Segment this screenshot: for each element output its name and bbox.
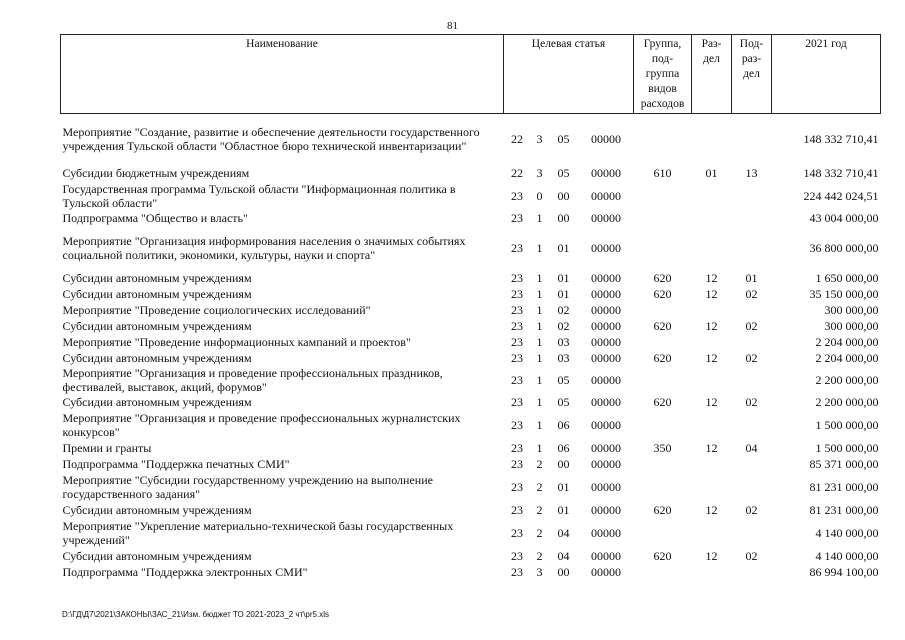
table-cell-direction: 00000 (591, 548, 621, 563)
table-cell-program: 23 (511, 502, 523, 517)
table-cell-program: 23 (511, 479, 523, 494)
table-row (61, 472, 881, 502)
table-cell-expense-group: 620 (653, 350, 672, 365)
table-cell-amount: 300 000,00 (824, 302, 879, 317)
table-cell-name: Мероприятие "Создание, развитие и обеспечение деятельности государственного учреждения Тульской области "Областное бюро технической инвентаризации" (62, 124, 480, 153)
table-cell-expense-group: 610 (653, 165, 672, 180)
table-cell-expense-group (634, 334, 692, 350)
table-cell-direction: 00000 (591, 456, 621, 471)
table-cell-program: 23 (511, 286, 523, 301)
table-cell-amount: 148 332 710,41 (803, 165, 879, 180)
table-cell-program: 23 (511, 270, 523, 285)
table-cell-direction: 00000 (591, 417, 621, 432)
table-cell-direction: 00000 (591, 372, 621, 387)
table-cell-subprogram: 3 (536, 564, 543, 579)
table-cell-program: 22 (511, 131, 523, 146)
table-cell-expense-group: 620 (653, 270, 672, 285)
table-cell-event: 01 (557, 286, 570, 301)
table-cell-event: 00 (557, 210, 570, 225)
table-cell-expense-group (634, 472, 692, 502)
table-cell-name: Субсидии автономным учреждениям (62, 548, 252, 563)
table-cell-subsection (732, 334, 772, 350)
table-cell-section: 12 (705, 548, 718, 563)
table-cell-amount: 300 000,00 (824, 318, 879, 333)
table-cell-program: 23 (511, 417, 523, 432)
table-cell-expense-group: 620 (653, 318, 672, 333)
table-cell-program: 23 (511, 564, 523, 579)
table-cell-expense-group (634, 518, 692, 548)
table-row (61, 394, 881, 410)
table-cell-subprogram: 0 (536, 188, 543, 203)
table-cell-expense-group: 620 (653, 286, 672, 301)
table-cell-subsection: 02 (745, 286, 758, 301)
table-cell-name: Мероприятие "Проведение информационных кампаний и проектов" (62, 334, 411, 349)
table-cell-expense-group (634, 114, 692, 164)
table-body (61, 114, 881, 580)
table-row (61, 164, 881, 182)
header-name: Наименование (61, 35, 504, 114)
table-cell-section (692, 456, 732, 472)
table-cell-amount: 86 994 100,00 (809, 564, 879, 579)
table-cell-direction: 00000 (591, 240, 621, 255)
table-cell-direction: 00000 (591, 188, 621, 203)
table-cell-event: 05 (557, 131, 570, 146)
table-row (61, 226, 881, 270)
table-cell-amount: 85 371 000,00 (809, 456, 879, 471)
table-cell-section: 12 (705, 286, 718, 301)
table-cell-program: 23 (511, 525, 523, 540)
table-cell-amount: 81 231 000,00 (809, 479, 879, 494)
table-cell-subsection: 02 (745, 318, 758, 333)
table-cell-direction: 00000 (591, 286, 621, 301)
table-row (61, 564, 881, 580)
table-cell-name: Мероприятие "Организация и проведение профессиональных праздников, фестивалей, выставок, акций, форумов" (62, 365, 443, 394)
table-cell-expense-group (634, 564, 692, 580)
table-cell-program: 23 (511, 350, 523, 365)
table-cell-expense-group: 350 (653, 440, 672, 455)
table-cell-event: 01 (557, 502, 570, 517)
table-cell-subprogram: 1 (536, 350, 543, 365)
table-cell-subsection (732, 114, 772, 164)
table-cell-name: Субсидии бюджетным учреждениям (62, 165, 250, 180)
table-cell-event: 06 (557, 440, 570, 455)
table-cell-subsection: 02 (745, 350, 758, 365)
page-number: 81 (447, 20, 458, 32)
table-cell-subsection: 04 (745, 440, 758, 455)
table-cell-subprogram: 1 (536, 240, 543, 255)
table-cell-section: 12 (705, 270, 718, 285)
table-cell-program: 23 (511, 302, 523, 317)
table-cell-subprogram: 1 (536, 440, 543, 455)
table-cell-direction: 00000 (591, 210, 621, 225)
table-cell-section (692, 410, 732, 440)
table-row (61, 114, 881, 164)
table-cell-name: Премии и гранты (62, 440, 152, 455)
table-cell-subsection (732, 366, 772, 394)
table-cell-expense-group (634, 302, 692, 318)
table-cell-direction: 00000 (591, 440, 621, 455)
table-cell-event: 00 (557, 564, 570, 579)
table-cell-amount: 2 204 000,00 (815, 334, 879, 349)
table-cell-subprogram: 3 (536, 165, 543, 180)
table-cell-event: 04 (557, 548, 570, 563)
header-year: 2021 год (772, 35, 881, 114)
table-row (61, 410, 881, 440)
table-cell-direction: 00000 (591, 318, 621, 333)
table-cell-subsection (732, 302, 772, 318)
table-cell-program: 23 (511, 548, 523, 563)
table-cell-amount: 4 140 000,00 (815, 548, 879, 563)
table-cell-program: 23 (511, 318, 523, 333)
table-cell-subsection (732, 182, 772, 210)
table-cell-direction: 00000 (591, 131, 621, 146)
table-cell-subsection: 02 (745, 502, 758, 517)
table-cell-event: 05 (557, 394, 570, 409)
table-cell-subprogram: 1 (536, 286, 543, 301)
table-row (61, 210, 881, 226)
table-cell-program: 22 (511, 165, 523, 180)
table-cell-amount: 36 800 000,00 (809, 240, 879, 255)
table-cell-subprogram: 1 (536, 270, 543, 285)
table-cell-subprogram: 1 (536, 334, 543, 349)
table-cell-amount: 2 200 000,00 (815, 394, 879, 409)
table-cell-expense-group (634, 182, 692, 210)
table-row (61, 456, 881, 472)
table-cell-amount: 1 500 000,00 (815, 440, 879, 455)
table-cell-subsection (732, 210, 772, 226)
table-cell-subprogram: 2 (536, 548, 543, 563)
table-row (61, 518, 881, 548)
table-cell-name: Субсидии автономным учреждениям (62, 286, 252, 301)
table-cell-program: 23 (511, 372, 523, 387)
table-cell-event: 00 (557, 188, 570, 203)
table-cell-section (692, 518, 732, 548)
table-cell-expense-group (634, 456, 692, 472)
table-row (61, 502, 881, 518)
table-cell-event: 04 (557, 525, 570, 540)
table-cell-program: 23 (511, 188, 523, 203)
table-cell-expense-group: 620 (653, 502, 672, 517)
table-cell-subsection: 02 (745, 394, 758, 409)
table-cell-subprogram: 2 (536, 479, 543, 494)
table-cell-section: 12 (705, 350, 718, 365)
table-cell-subsection (732, 456, 772, 472)
table-cell-event: 01 (557, 479, 570, 494)
table-cell-name: Государственная программа Тульской области "Информационная политика в Тульской области" (62, 181, 456, 210)
table-cell-subsection (732, 472, 772, 502)
table-cell-event: 05 (557, 165, 570, 180)
table-cell-subprogram: 1 (536, 302, 543, 317)
table-cell-program: 23 (511, 440, 523, 455)
budget-table (60, 34, 881, 580)
table-cell-name: Субсидии автономным учреждениям (62, 350, 252, 365)
table-cell-direction: 00000 (591, 502, 621, 517)
table-cell-subsection (732, 518, 772, 548)
table-cell-event: 01 (557, 240, 570, 255)
table-row (61, 334, 881, 350)
table-cell-event: 00 (557, 456, 570, 471)
table-row (61, 286, 881, 302)
table-cell-subprogram: 2 (536, 502, 543, 517)
table-cell-amount: 224 442 024,51 (803, 188, 879, 203)
header-section: Раз- дел (692, 35, 732, 114)
table-cell-subprogram: 1 (536, 372, 543, 387)
table-cell-subprogram: 1 (536, 318, 543, 333)
header-target-article: Целевая статья (504, 35, 634, 114)
table-cell-section (692, 564, 732, 580)
file-path-footer: D:\ГД\Д7\2021\ЗАКОНЫ\ЗАС_21\Изм. бюджет ТО 2021-2023_2 чт\pr5.xls (62, 610, 329, 619)
table-cell-name: Мероприятие "Укрепление материально-технической базы государственных учреждений" (62, 518, 454, 547)
table-cell-expense-group (634, 210, 692, 226)
table-cell-section: 01 (705, 165, 718, 180)
table-cell-expense-group: 620 (653, 394, 672, 409)
table-cell-amount: 35 150 000,00 (809, 286, 879, 301)
table-cell-subsection (732, 564, 772, 580)
table-cell-expense-group (634, 410, 692, 440)
table-cell-section (692, 472, 732, 502)
table-cell-name: Мероприятие "Субсидии государственному учреждению на выполнение государственного задания" (62, 472, 433, 501)
table-cell-event: 02 (557, 302, 570, 317)
table-cell-expense-group (634, 226, 692, 270)
table-row (61, 270, 881, 286)
table-cell-direction: 00000 (591, 394, 621, 409)
table-cell-section: 12 (705, 318, 718, 333)
table-row (61, 548, 881, 564)
table-cell-amount: 148 332 710,41 (803, 131, 879, 146)
table-cell-section (692, 210, 732, 226)
table-cell-subsection: 01 (745, 270, 758, 285)
table-cell-subprogram: 1 (536, 210, 543, 225)
table-row (61, 366, 881, 394)
table-cell-section (692, 182, 732, 210)
table-cell-amount: 4 140 000,00 (815, 525, 879, 540)
table-row (61, 318, 881, 334)
table-cell-event: 05 (557, 372, 570, 387)
table-cell-event: 03 (557, 350, 570, 365)
table-cell-event: 03 (557, 334, 570, 349)
table-cell-event: 02 (557, 318, 570, 333)
table-cell-program: 23 (511, 240, 523, 255)
header-subsection: Под- раз- дел (732, 35, 772, 114)
table-cell-section (692, 334, 732, 350)
table-row (61, 440, 881, 456)
table-cell-direction: 00000 (591, 479, 621, 494)
table-cell-section: 12 (705, 440, 718, 455)
table-cell-event: 01 (557, 270, 570, 285)
table-row (61, 350, 881, 366)
table-cell-direction: 00000 (591, 350, 621, 365)
table-cell-name: Мероприятие "Организация и проведение профессиональных журналистских конкурсов" (62, 410, 461, 439)
table-cell-amount: 1 650 000,00 (815, 270, 879, 285)
table-cell-name: Субсидии автономным учреждениям (62, 502, 252, 517)
table-cell-program: 23 (511, 456, 523, 471)
table-row (61, 182, 881, 210)
table-cell-name: Подпрограмма "Поддержка электронных СМИ" (62, 564, 308, 579)
table-cell-amount: 2 200 000,00 (815, 372, 879, 387)
table-cell-program: 23 (511, 334, 523, 349)
table-cell-name: Субсидии автономным учреждениям (62, 394, 252, 409)
table-cell-subsection: 13 (745, 165, 758, 180)
table-cell-subprogram: 1 (536, 417, 543, 432)
table-cell-subsection (732, 226, 772, 270)
table-cell-subprogram: 1 (536, 394, 543, 409)
table-cell-amount: 43 004 000,00 (809, 210, 879, 225)
header-expense-group: Группа, под- группа видов расходов (634, 35, 692, 114)
table-cell-expense-group: 620 (653, 548, 672, 563)
table-cell-program: 23 (511, 210, 523, 225)
table-cell-section (692, 302, 732, 318)
table-cell-section (692, 114, 732, 164)
table-cell-direction: 00000 (591, 525, 621, 540)
table-cell-name: Подпрограмма "Поддержка печатных СМИ" (62, 456, 290, 471)
table-cell-direction: 00000 (591, 334, 621, 349)
table-cell-amount: 1 500 000,00 (815, 417, 879, 432)
table-cell-event: 06 (557, 417, 570, 432)
table-cell-direction: 00000 (591, 302, 621, 317)
table-cell-subprogram: 2 (536, 456, 543, 471)
table-cell-direction: 00000 (591, 564, 621, 579)
table-cell-subsection: 02 (745, 548, 758, 563)
table-cell-amount: 81 231 000,00 (809, 502, 879, 517)
table-cell-direction: 00000 (591, 270, 621, 285)
table-cell-section (692, 226, 732, 270)
table-cell-program: 23 (511, 394, 523, 409)
table-cell-section (692, 366, 732, 394)
table-cell-section: 12 (705, 502, 718, 517)
table-cell-name: Подпрограмма "Общество и власть" (62, 210, 248, 225)
table-cell-subprogram: 2 (536, 525, 543, 540)
table-cell-section: 12 (705, 394, 718, 409)
table-header-row (61, 35, 881, 114)
table-cell-name: Субсидии автономным учреждениям (62, 318, 252, 333)
table-cell-name: Мероприятие "Организация информирования населения о значимых событиях социальной политики, экономики, культуры, науки и спорта" (62, 233, 466, 262)
table-cell-direction: 00000 (591, 165, 621, 180)
table-cell-subsection (732, 410, 772, 440)
table-cell-name: Мероприятие "Проведение социологических исследований" (62, 302, 371, 317)
table-cell-name: Субсидии автономным учреждениям (62, 270, 252, 285)
table-cell-amount: 2 204 000,00 (815, 350, 879, 365)
table-row (61, 302, 881, 318)
table-cell-subprogram: 3 (536, 131, 543, 146)
table-cell-expense-group (634, 366, 692, 394)
